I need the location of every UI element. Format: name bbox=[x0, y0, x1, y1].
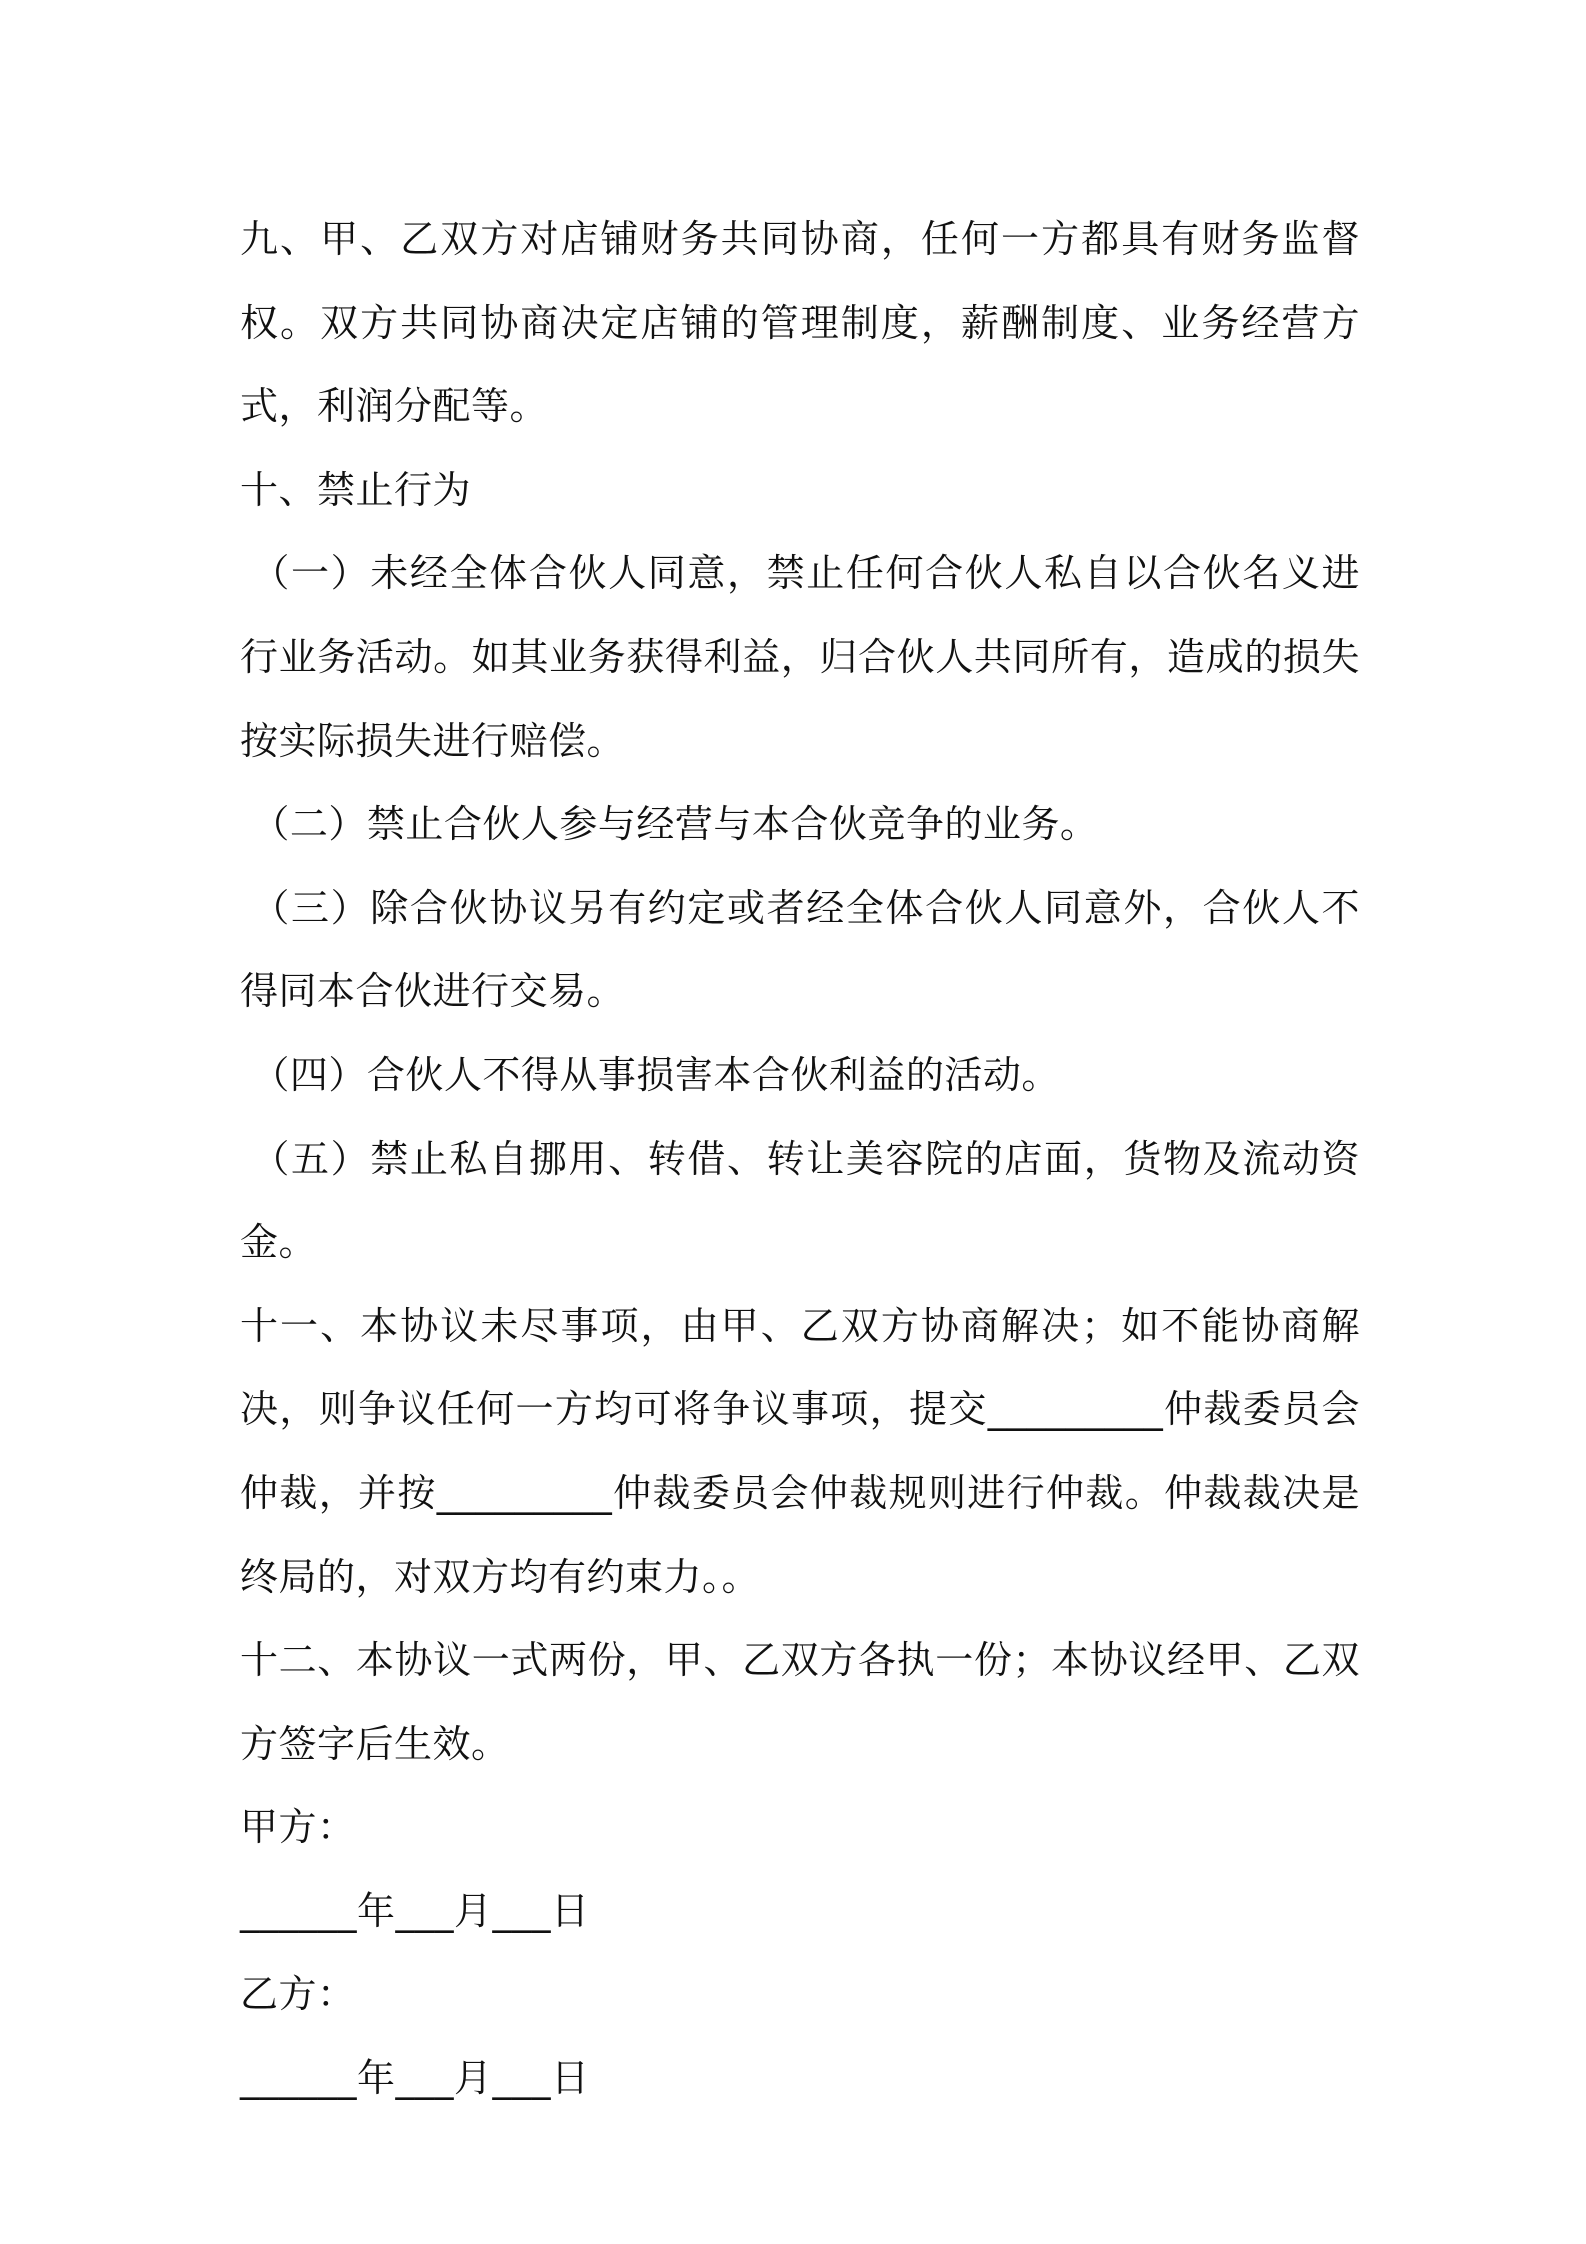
party-a-date-line: ______年___月___日 bbox=[240, 1888, 590, 1933]
clause-11-arbitration: 十一、本协议未尽事项，由甲、乙双方协商解决；如不能协商解决，则争议任何一方均可将争议事项，提交_________仲裁委员会仲裁，并按_________仲裁委员会仲裁规则进行仲裁。仲裁裁决是终局的，对双方均有约束力。。 bbox=[240, 1303, 1360, 1599]
clause-12-effectiveness: 十二、本协议一式两份，甲、乙双方各执一份；本协议经甲、乙双方签字后生效。 bbox=[240, 1638, 1360, 1766]
document-page bbox=[240, 198, 1360, 2121]
clause-9-financial-supervision: 九、甲、乙双方对店铺财务共同协商，任何一方都具有财务监督权。双方共同协商决定店铺的管理制度，薪酬制度、业务经营方式，利润分配等。 bbox=[240, 217, 1360, 429]
party-a-label: 甲方： bbox=[240, 1805, 356, 1850]
party-b-date-line: ______年___月___日 bbox=[240, 2056, 590, 2101]
clause-10-item-1: （一）未经全体合伙人同意，禁止任何合伙人私自以合伙名义进行业务活动。如其业务获得利益，归合伙人共同所有，造成的损失按实际损失进行赔偿。 bbox=[240, 551, 1360, 763]
clause-10-item-4: （四）合伙人不得从事损害本合伙利益的活动。 bbox=[251, 1052, 1060, 1097]
clause-10-heading-prohibited-acts: 十、禁止行为 bbox=[240, 467, 472, 512]
clause-10-item-5: （五）禁止私自挪用、转借、转让美容院的店面，货物及流动资金。 bbox=[240, 1136, 1360, 1265]
clause-10-item-2: （二）禁止合伙人参与经营与本合伙竞争的业务。 bbox=[251, 802, 1099, 847]
clause-10-item-3: （三）除合伙协议另有约定或者经全体合伙人同意外，合伙人不得同本合伙进行交易。 bbox=[240, 885, 1360, 1014]
party-b-label: 乙方： bbox=[240, 1972, 356, 2017]
